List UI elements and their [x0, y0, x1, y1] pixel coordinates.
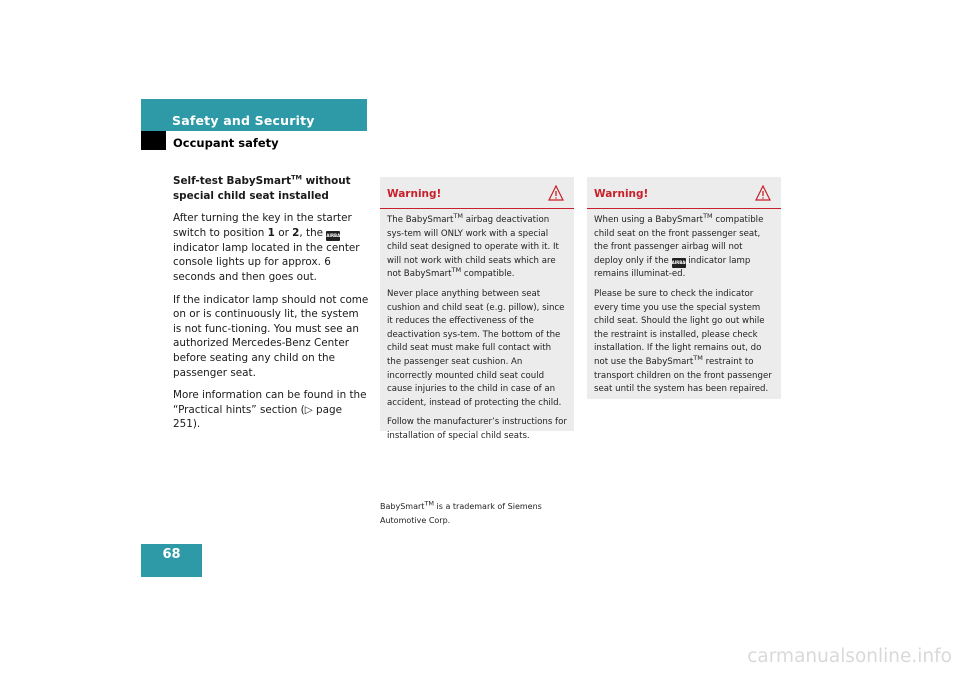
warning-triangle-icon [755, 185, 771, 201]
text-span: restraint to transport children on the front passenger seat until the system has been repaired. [594, 356, 772, 395]
text-span: After turning the key in the starter switch to position [173, 212, 352, 239]
paragraph-more-info [173, 388, 369, 432]
warning-title: Warning! [387, 188, 442, 200]
trademark-sup: TM [693, 354, 703, 363]
airbag-off-icon: AIRBAG [326, 231, 340, 241]
trademark-sup: TM [451, 266, 462, 275]
warning-paragraph [387, 214, 567, 282]
text-span: compatible. [461, 269, 515, 280]
heading-text: Self-test BabySmart [173, 175, 292, 187]
section-title: Safety and Security [172, 113, 315, 128]
warning-paragraph [594, 288, 774, 397]
key-position-2: 2 [292, 226, 300, 239]
warning-body [587, 209, 781, 397]
key-position-1: 1 [267, 226, 275, 239]
text-span: BabySmart [380, 502, 425, 511]
main-text-column [173, 174, 369, 440]
text-span: indicator lamp remains illuminat-ed. [594, 255, 751, 280]
trademark-footnote [380, 500, 580, 528]
warning-paragraph: Follow the manufacturer’s instructions for installation of special child seats. [387, 417, 567, 441]
babysmart-heading [173, 174, 369, 203]
text-span: , the [299, 226, 327, 239]
text-span: Please be sure to check the indicator every time you use the special system child seat. Should the light go out while the restraint is installed, please check installation. If the light remains out, do not use the BabySmart [594, 288, 765, 367]
paragraph-malfunction: If the indicator lamp should not come on or is continuously lit, the system is not func-tioning. You must see an authorized Mercedes-Benz Center before seating any child on the passenger seat. [173, 293, 369, 379]
text-span: When using a BabySmart [594, 215, 704, 225]
text-span: More information can be found in the “Practical hints” section ( [173, 389, 367, 416]
trademark-sup: TM [424, 499, 434, 508]
warning-paragraph [594, 214, 774, 282]
text-span: The BabySmart [387, 215, 454, 225]
text-span: or [274, 226, 293, 239]
warning-header [380, 177, 574, 209]
section-marker [141, 131, 166, 150]
warning-triangle-icon [548, 185, 564, 201]
warning-title: Warning! [594, 188, 649, 200]
warning-box-deactivation [380, 177, 574, 441]
warning-box-compatible-seat [587, 177, 781, 399]
airbag-off-icon: AIRBAG [672, 258, 686, 268]
trademark-sup: TM [453, 212, 464, 221]
warning-body [380, 209, 574, 444]
warning-header [587, 177, 781, 209]
text-span: compatible child seat on the front passenger seat, the front passenger airbag will not deploy only if the [594, 215, 764, 266]
warning-paragraph: Never place anything between seat cushion and child seat (e.g. pillow), since it reduces the effectiveness of the deactivation sys-tem. The bottom of the child seat must make full contact with the passenger seat cushion. An incorrectly mounted child seat could cause injuries to the child in case of an accident, instead of protecting the child. [387, 288, 565, 408]
heading-text-cont: without special child seat installed [173, 175, 351, 202]
paragraph-self-test [173, 211, 369, 284]
text-span: airbag deactivation sys-tem will ONLY work with a special child seat designed to operate with it. It will not work with child seats which are not BabySmart [387, 215, 559, 280]
trademark-sup: TM [703, 212, 713, 221]
text-span: page 251). [173, 403, 343, 431]
subsection-title: Occupant safety [173, 136, 279, 150]
text-span: indicator lamp located in the center console lights up for approx. 6 seconds and then goes out. [173, 241, 360, 283]
page-number: 68 [162, 547, 181, 562]
text-span: is a trademark of Siemens Automotive Corp. [380, 502, 542, 525]
trademark-sup: TM [291, 173, 302, 182]
watermark: carmanualsonline.info [747, 646, 952, 667]
page-arrow-icon: ▷ [304, 403, 313, 416]
